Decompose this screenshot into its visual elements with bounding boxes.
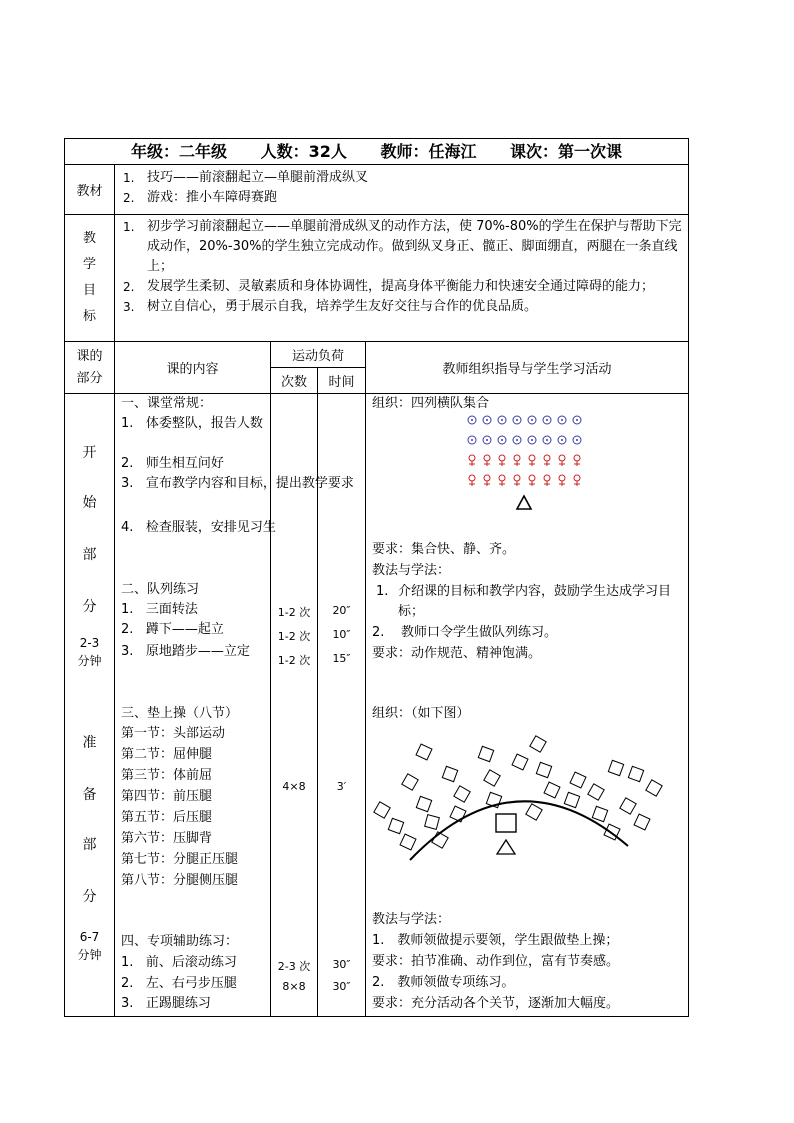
col-duration: 时间 <box>318 368 366 394</box>
girl-marker <box>469 475 475 486</box>
girl-marker <box>544 455 550 466</box>
activities-column: 组织：四列横队集合 要求：集合快、静、齐。 教法与学法： 1. 介绍课的目标和教学内容，鼓励学生达成学习目标； 2. 教师口令学生做队列练习。 要求：动作规范、精神饱满。 组织：（如下图） 教法与学法： 1. 教师领做提示要领，学生跟做垫上操； 要求：拍节准确、动作到位，富有节奏感。 2. 教师领做专项练习。 要求：充分活动各个关节，逐渐加大幅度。 <box>366 394 689 1017</box>
student-square <box>620 798 636 814</box>
boy-marker-dot <box>486 419 488 421</box>
student-square <box>374 802 390 818</box>
girl-marker <box>574 475 580 486</box>
arc-formation-diagram <box>366 722 688 872</box>
section-title: 一、课堂常规： <box>121 396 213 411</box>
lesson-plan <box>64 138 688 1017</box>
student-square <box>530 736 546 752</box>
boy-marker-dot <box>501 439 503 441</box>
boy-marker-dot <box>531 419 533 421</box>
student-square <box>536 762 551 777</box>
teacher: 教师：任海江 <box>380 142 477 161</box>
materials-item: 2. 游戏：推小车障碍赛跑 <box>123 190 278 205</box>
girl-marker <box>499 455 505 466</box>
boy-marker-dot <box>576 419 578 421</box>
girl-marker <box>484 475 490 486</box>
girl-marker <box>529 475 535 486</box>
student-square <box>484 770 500 786</box>
goal-item: 2. 发展学生柔韧、灵敏素质和身体协调性，提高身体平衡能力和快速安全通过障碍的能力； <box>123 279 655 294</box>
girls-rows <box>469 455 580 486</box>
student-squares <box>374 736 662 850</box>
section-title: 二、队列练习 <box>121 582 200 597</box>
student-square <box>388 818 403 833</box>
boy-marker-dot <box>471 419 473 421</box>
student-square <box>454 786 470 802</box>
times-column: 1-2 次 1-2 次 1-2 次 4×8 2-3 次 8×8 <box>271 394 318 1017</box>
boy-marker-dot <box>561 419 563 421</box>
col-part: 课的部分 <box>65 342 115 394</box>
student-square <box>402 774 418 790</box>
goal-item: 1. 初步学习前滚翻起立——单腿前滑成纵叉的动作方法，使 70%-80%的学生在保护与帮助下完成动作，20%-30%的学生独立完成动作。做到纵叉身正、髋正、脚面绷直，两腿在一条直线上； <box>123 219 682 274</box>
header-row <box>65 139 689 165</box>
goal-item: 3. 树立自信心，勇于展示自我，培养学生友好交往与合作的优良品质。 <box>123 299 538 314</box>
student-square <box>442 766 457 781</box>
student-square <box>416 796 431 811</box>
boy-marker-dot <box>561 439 563 441</box>
boy-marker-dot <box>516 439 518 441</box>
section-title: 四、专项辅助练习： <box>121 934 239 949</box>
materials-cell <box>115 165 689 215</box>
boy-marker-dot <box>471 439 473 441</box>
boy-marker-dot <box>546 419 548 421</box>
girl-marker <box>514 455 520 466</box>
boy-marker-dot <box>486 439 488 441</box>
boy-marker-dot <box>501 419 503 421</box>
student-square <box>526 804 542 820</box>
col-load: 运动负荷 <box>271 342 366 368</box>
student-square <box>588 784 604 800</box>
teacher-triangle-icon <box>497 840 515 854</box>
student-square <box>478 746 493 761</box>
student-square <box>608 760 623 775</box>
lesson-plan-table <box>64 138 689 1017</box>
materials-label: 教材 <box>65 165 115 215</box>
girl-marker <box>544 475 550 486</box>
student-square <box>512 754 528 770</box>
student-count: 人数：32人 <box>260 142 347 161</box>
boys-rows <box>468 416 581 444</box>
girl-marker <box>514 475 520 486</box>
student-square <box>425 815 440 830</box>
goals-label: 教 学 目 标 <box>65 215 115 342</box>
part-column: 开 始 部 分 2-3 分钟 准 备 部 分 6-7 分钟 <box>65 394 115 1017</box>
goals-cell <box>115 215 689 342</box>
content-column: 一、课堂常规： 1. 体委整队，报告人数 2. 师生相互问好 3. 宣布教学内容和目标，提出教学要求 4. 检查服装，安排见习生 二、队列练习 1. 三面转法 2. 蹲下——起立 3. 原地踏步——立定 三、垫上操（八节） 第一节：头部运动 第二节：屈伸腿 第三节：体前屈 第四节：前压腿 第五节：后压腿 第六节：压脚背 第七节：分腿正压腿 第八节：分腿侧压腿 四、专项辅助练习： 1. 前、后滚动练习 2. 左、右弓步压腿 3. 正踢腿练习 <box>115 394 271 1017</box>
student-square <box>416 744 432 760</box>
student-square <box>592 806 607 821</box>
grade: 年级：二年级 <box>131 142 228 161</box>
col-times: 次数 <box>271 368 318 394</box>
girl-marker <box>529 455 535 466</box>
student-square <box>564 792 579 807</box>
student-square <box>544 782 560 798</box>
girl-marker <box>574 455 580 466</box>
girl-marker <box>559 455 565 466</box>
girl-marker <box>499 475 505 486</box>
teacher-square-icon <box>496 814 516 832</box>
student-square <box>628 766 643 781</box>
girl-marker <box>484 455 490 466</box>
student-square <box>634 814 650 830</box>
org-text: 组织：四列横队集合 <box>372 396 490 411</box>
boy-marker-dot <box>546 439 548 441</box>
student-square <box>570 772 586 788</box>
section-title: 三、垫上操（八节） <box>121 706 239 721</box>
col-activities: 教师组织指导与学生学习活动 <box>366 342 689 394</box>
teacher-triangle-icon <box>517 496 531 509</box>
student-square <box>450 806 466 822</box>
formation-diagram <box>466 414 586 518</box>
boy-marker-dot <box>531 439 533 441</box>
boy-marker-dot <box>516 419 518 421</box>
girl-marker <box>469 455 475 466</box>
student-square <box>646 780 662 796</box>
boy-marker-dot <box>576 439 578 441</box>
girl-marker <box>559 475 565 486</box>
lesson-number: 课次：第一次课 <box>510 142 623 161</box>
materials-item: 1. 技巧——前滚翻起立—单腿前滑成纵叉 <box>123 170 369 185</box>
student-square <box>400 834 416 850</box>
col-content: 课的内容 <box>115 342 271 394</box>
duration-column: 20″ 10″ 15″ 3′ 30″ 30″ <box>318 394 366 1017</box>
